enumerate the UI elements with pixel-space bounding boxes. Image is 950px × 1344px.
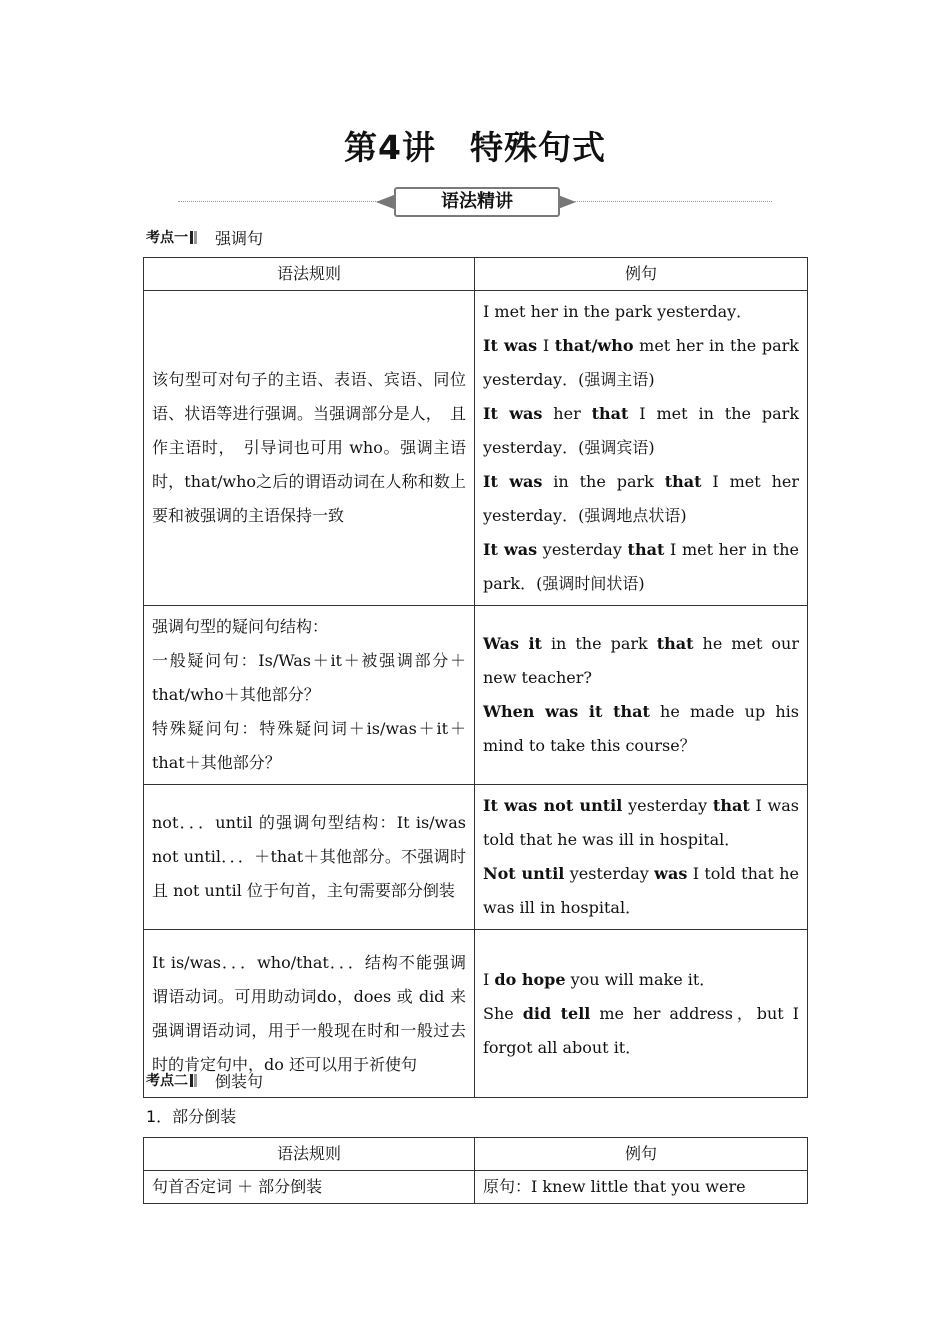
example-sentence bbox=[483, 465, 799, 533]
emphasized-text: that/who bbox=[554, 336, 634, 355]
section-heading-2 bbox=[146, 1069, 263, 1091]
emphasis-table bbox=[143, 257, 808, 1098]
example-sentence bbox=[483, 533, 799, 601]
example-sentence bbox=[483, 329, 799, 397]
rule-line: 特殊疑问句：特殊疑问词＋is/was＋it＋that＋其他部分？ bbox=[152, 719, 466, 772]
emphasized-text: that bbox=[591, 404, 629, 423]
example-sentence bbox=[483, 627, 799, 695]
table-header-row bbox=[144, 1138, 808, 1171]
example-sentence bbox=[483, 295, 799, 329]
emphasized-text: that bbox=[627, 540, 665, 559]
emphasized-text: do hope bbox=[494, 969, 566, 989]
example-text: yesterday bbox=[537, 540, 628, 559]
rule-cell bbox=[144, 606, 475, 785]
tag-bar-icon bbox=[190, 1074, 193, 1087]
example-cell bbox=[475, 606, 808, 785]
emphasized-text: that bbox=[656, 634, 694, 653]
banner-label: 语法精讲 bbox=[394, 187, 560, 217]
example-cell: 原句：I knew little that you were bbox=[475, 1171, 808, 1204]
example-cell bbox=[475, 291, 808, 606]
example-text: I met her in the park yesterday． bbox=[483, 302, 753, 321]
example-cell bbox=[475, 785, 808, 930]
rule-cell: 该句型可对句子的主语、表语、宾语、同位语、状语等进行强调。当强调部分是人， 且作主语时， 引导词也可用 who。强调主语时，that/who之后的谓语动词在人称和数上要和被强调的主语保持一致 bbox=[144, 291, 475, 606]
emphasized-text: was bbox=[654, 864, 688, 883]
example-text: he made up his mind to take this course？ bbox=[483, 702, 800, 755]
section-tag: 考点一 bbox=[146, 230, 188, 246]
example-text: in the park bbox=[541, 634, 657, 653]
header-example: 例句 bbox=[475, 258, 808, 291]
emphasized-text: When was it that bbox=[483, 702, 650, 721]
section-title: 强调句 bbox=[215, 228, 264, 248]
header-rule: 语法规则 bbox=[144, 1138, 475, 1171]
banner-right-wing bbox=[558, 195, 576, 209]
example-text: I was told that he was ill in hospital． bbox=[483, 796, 800, 849]
example-text: I met her yesterday．(强调地点状语) bbox=[483, 472, 800, 525]
section-heading-1 bbox=[146, 226, 263, 248]
table-row bbox=[144, 1171, 808, 1204]
table-header-row bbox=[144, 258, 808, 291]
header-rule: 语法规则 bbox=[144, 258, 475, 291]
example-text: I told that he was ill in hospital． bbox=[483, 864, 799, 917]
example-text: I bbox=[483, 969, 495, 989]
emphasized-text: that bbox=[664, 472, 702, 491]
rule-cell: 句首否定词 ＋ 部分倒装 bbox=[144, 1171, 475, 1204]
example-sentence bbox=[483, 397, 799, 465]
example-text: I met her in the park．(强调时间状语) bbox=[483, 540, 799, 593]
emphasized-text: that bbox=[712, 796, 750, 815]
example-text: I met in the park yesterday．(强调宾语) bbox=[483, 404, 800, 457]
table-row bbox=[144, 785, 808, 930]
section-banner bbox=[178, 187, 772, 217]
tag-bar-icon bbox=[194, 231, 197, 244]
example-sentence bbox=[483, 695, 799, 763]
emphasized-text: It was not until bbox=[483, 796, 623, 815]
subsection-title: 1．部分倒装 bbox=[146, 1107, 237, 1126]
emphasized-text: did tell bbox=[522, 1003, 591, 1023]
example-text: me her address，but I forgot all about it． bbox=[483, 1003, 799, 1057]
header-example: 例句 bbox=[475, 1138, 808, 1171]
emphasized-text: It was bbox=[483, 404, 543, 423]
example-text: in the park bbox=[542, 472, 665, 491]
section-title: 倒装句 bbox=[215, 1071, 264, 1091]
banner-left-wing bbox=[376, 195, 394, 209]
example-sentence bbox=[483, 789, 799, 857]
inversion-table bbox=[143, 1137, 808, 1204]
example-text: he met our new teacher? bbox=[483, 634, 799, 687]
example-text: met her in the park yesterday．(强调主语) bbox=[483, 336, 800, 389]
table-row bbox=[144, 291, 808, 606]
emphasized-text: Was it bbox=[483, 634, 542, 653]
rule-line: 一般疑问句：Is/Was＋it＋被强调部分＋that/who＋其他部分？ bbox=[152, 651, 466, 704]
example-text: yesterday bbox=[564, 864, 655, 883]
example-sentence bbox=[483, 857, 799, 925]
example-text: you will make it． bbox=[565, 969, 716, 989]
section-tag: 考点二 bbox=[146, 1073, 188, 1089]
tag-bar-icon bbox=[194, 1074, 197, 1087]
example-text: I bbox=[537, 336, 555, 355]
example-cell bbox=[475, 930, 808, 1098]
emphasized-text: It was bbox=[483, 472, 543, 491]
rule-line: 强调句型的疑问句结构： bbox=[152, 617, 329, 636]
page-title: 第4讲 特殊句式 bbox=[344, 128, 606, 167]
rule-cell: not．．．until 的强调句型结构：It is/was not until．．．＋that＋其他部分。不强调时且 not until 位于句首，主句需要部分倒装 bbox=[144, 785, 475, 930]
example-text: She bbox=[483, 1003, 523, 1023]
tag-bar-icon bbox=[190, 231, 193, 244]
emphasized-text: Not until bbox=[483, 864, 565, 883]
table-row bbox=[144, 606, 808, 785]
emphasized-text: It was bbox=[483, 336, 538, 355]
example-text: yesterday bbox=[622, 796, 713, 815]
example-text: her bbox=[542, 404, 592, 423]
rule-cell: It is/was．．．who/that．．．结构不能强调谓语动词。可用助动词do，does 或 did 来强调谓语动词，用于一般现在时和一般过去时的肯定句中，do 还可以用于祈使句 bbox=[144, 930, 475, 1098]
example-sentence bbox=[483, 997, 799, 1065]
emphasized-text: It was bbox=[483, 540, 538, 559]
example-sentence bbox=[483, 963, 799, 997]
